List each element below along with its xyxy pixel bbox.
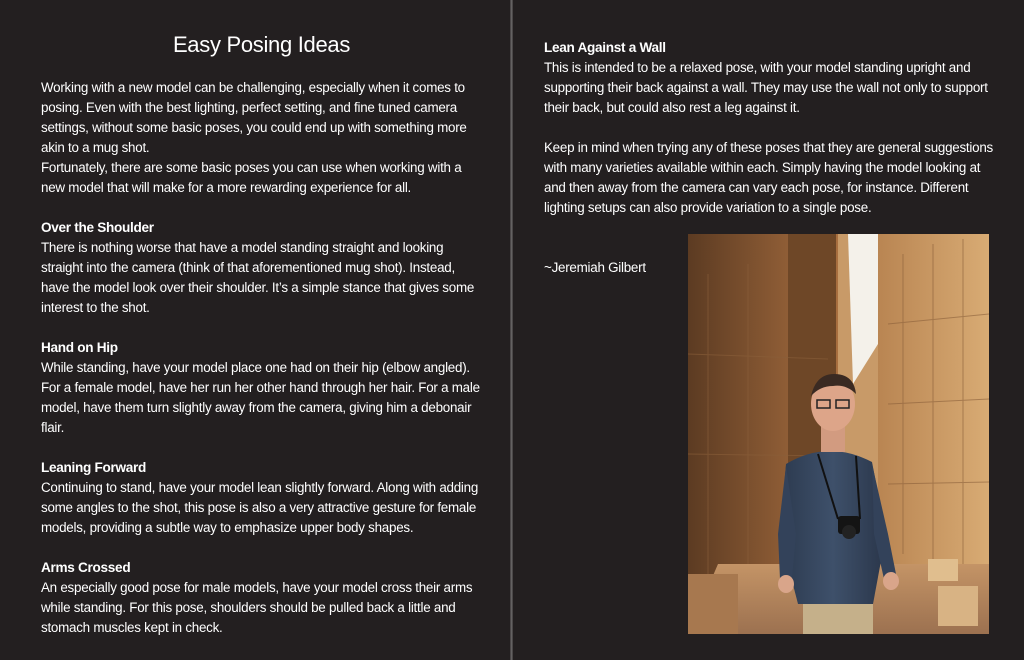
section-body: While standing, have your model place one had on their hip (elbow angled). For a female model, have her run her other hand through her hair. For a male model, have them turn slightly away from the camera, giving him a debonair flair. bbox=[41, 360, 480, 435]
section-heading: Leaning Forward bbox=[41, 460, 147, 475]
page-title: Easy Posing Ideas bbox=[172, 32, 351, 57]
intro-paragraph-1: Working with a new model can be challenging, especially when it comes to posing. Even with the best lighting, perfect setting, and fine tuned camera settings, without some basic poses, you could end up with something more akin to a mug shot. bbox=[41, 80, 467, 155]
section-over-the-shoulder bbox=[41, 218, 482, 318]
author-photo bbox=[688, 234, 989, 634]
section-arms-crossed bbox=[41, 558, 482, 638]
section-hand-on-hip bbox=[41, 338, 482, 438]
section-body: This is intended to be a relaxed pose, with your model standing upright and supporting their back against a wall. They may use the wall not only to support their back, but could also rest a leg against it. bbox=[544, 60, 988, 115]
section-heading: Hand on Hip bbox=[41, 340, 118, 355]
left-page bbox=[0, 0, 510, 660]
section-body: Continuing to stand, have your model lean slightly forward. Along with adding some angles to the shot, this pose is also a very attractive gesture for female models, providing a subtle way to emphasize upper body shapes. bbox=[41, 480, 479, 535]
section-leaning-forward bbox=[41, 458, 482, 538]
section-heading-lean-against-wall: Lean Against a Wall bbox=[544, 40, 666, 55]
author-signature: ~Jeremiah Gilbert bbox=[544, 260, 646, 275]
section-heading: Arms Crossed bbox=[41, 560, 131, 575]
section-body: An especially good pose for male models, have your model cross their arms while standing. For this pose, shoulders should be pulled back a little and stomach muscles kept in check. bbox=[41, 580, 473, 635]
section-body: There is nothing worse that have a model standing straight and looking straight into the camera (think of that aforementioned mug shot). Instead, have the model look over their shoulder. It’s a simple stance that gives some interest to the shot. bbox=[41, 240, 475, 315]
section-heading: Over the Shoulder bbox=[41, 220, 154, 235]
closing-paragraph: Keep in mind when trying any of these poses that they are general suggestions with many varieties available within each. Simply having the model looking at and then away from the camera can vary each pose, for instance. Different lighting setups can also provide variation to a single pose. bbox=[544, 140, 993, 215]
intro-paragraph-2: Fortunately, there are some basic poses you can use when working with a new model that will make for a more rewarding experience for all. bbox=[41, 160, 462, 195]
